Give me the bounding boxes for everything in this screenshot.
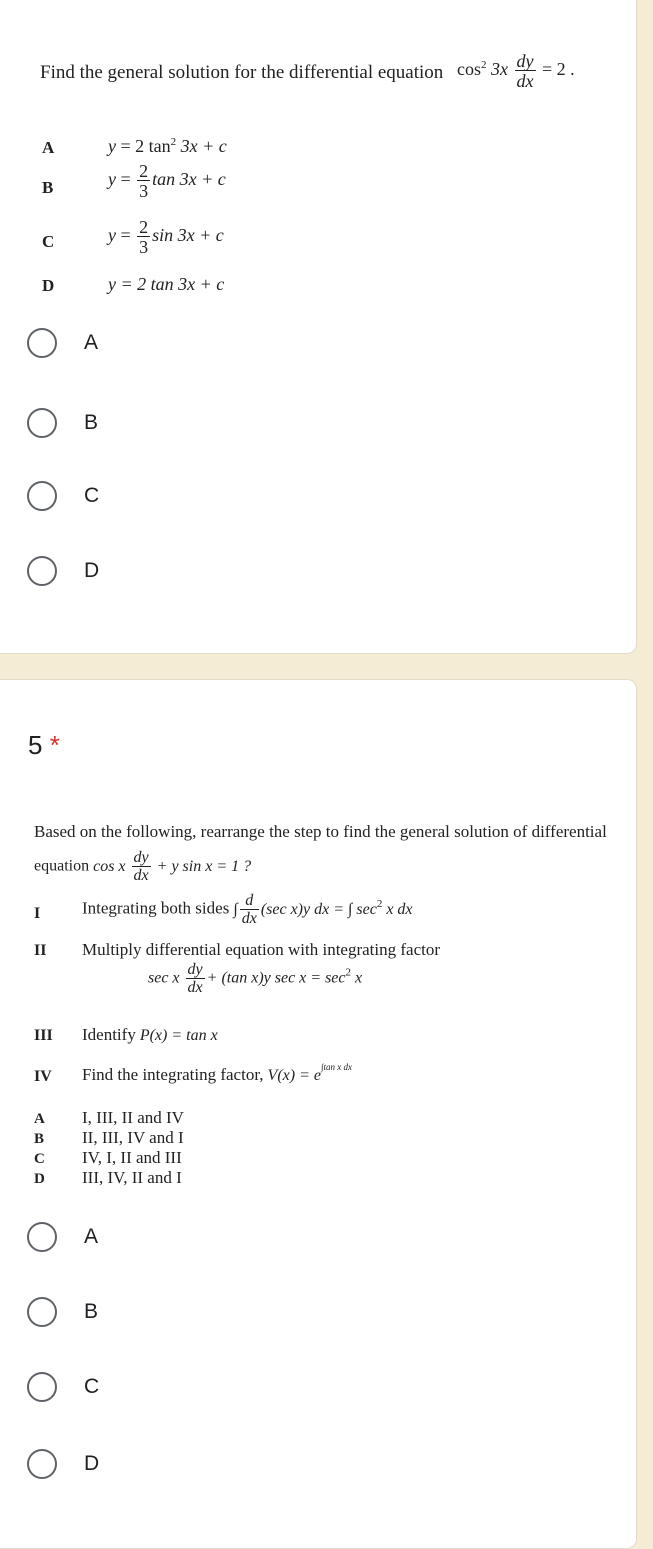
- order-a-text: I, III, II and IV: [82, 1108, 184, 1127]
- order-letter-d: D: [34, 1171, 45, 1187]
- q4-radio-label-d[interactable]: D: [84, 559, 100, 582]
- step-roman-iii: III: [34, 1027, 53, 1044]
- question-5-prompt-line1: Based on the following, rearrange the step to find the general solution of differential: [34, 822, 607, 841]
- step-i: Integrating both sides ∫ $\frac{d}{dx}$ (sec x)y dx = ∫ $\sec^2 x$ dx: [82, 892, 413, 927]
- question-5-number: 5 *: [28, 730, 60, 760]
- order-letter-b: B: [34, 1131, 45, 1147]
- q4-radio-c[interactable]: [27, 481, 57, 511]
- choice-c-expression: y = $\frac{2}{3}$ sin 3x + c: [108, 217, 224, 257]
- order-letter-c: C: [34, 1151, 45, 1167]
- step-roman-i: I: [34, 905, 41, 922]
- q4-radio-d[interactable]: [27, 556, 57, 586]
- choice-letter-a: A: [42, 138, 55, 157]
- q4-radio-label-c[interactable]: C: [84, 484, 100, 507]
- q4-radio-label-b[interactable]: B: [84, 411, 99, 434]
- required-asterisk: *: [49, 730, 60, 760]
- question-4-card: [0, 0, 637, 654]
- step-roman-iv: IV: [34, 1068, 52, 1085]
- q4-radio-label-a[interactable]: A: [84, 331, 99, 354]
- q5-radio-label-c[interactable]: C: [84, 1375, 100, 1398]
- order-c-text: IV, I, II and III: [82, 1148, 182, 1167]
- choice-letter-c: C: [42, 232, 55, 251]
- q5-radio-label-a[interactable]: A: [84, 1225, 99, 1248]
- q5-radio-label-b[interactable]: B: [84, 1300, 99, 1323]
- order-d-text: III, IV, II and I: [82, 1168, 182, 1187]
- choice-letter-b: B: [42, 178, 54, 197]
- q5-radio-d[interactable]: [27, 1449, 57, 1479]
- choice-letter-d: D: [42, 276, 55, 295]
- q5-radio-label-d[interactable]: D: [84, 1452, 100, 1475]
- order-b-text: II, III, IV and I: [82, 1128, 184, 1147]
- q5-radio-a[interactable]: [27, 1222, 57, 1252]
- q5-radio-c[interactable]: [27, 1372, 57, 1402]
- step-iii: Identify P(x) = tan x: [82, 1025, 218, 1044]
- choice-a-expression: y = 2 $\tan^2 3x + c$: [108, 136, 227, 156]
- q4-radio-a[interactable]: [27, 328, 57, 358]
- question-5-prompt-line2: equation cos x $\frac{dy}{dx}$ + y sin x = 1 ?: [34, 849, 252, 884]
- order-letter-a: A: [34, 1111, 45, 1127]
- choice-b-expression: y = $\frac{2}{3}$ tan 3x + c: [108, 161, 226, 201]
- step-ii-text: Multiply differential equation with integrating factor: [82, 940, 441, 959]
- q4-radio-b[interactable]: [27, 408, 57, 438]
- step-ii-equation: sec x $\frac{dy}{dx}$ + (tan x)y $\sec x = \sec^2 x$: [148, 961, 363, 996]
- choice-d-expression: y = 2 tan 3x + c: [108, 274, 225, 294]
- step-iv: Find the integrating factor, $V(x) = e^{\int tan x dx}$: [82, 1062, 352, 1084]
- q5-radio-b[interactable]: [27, 1297, 57, 1327]
- step-roman-ii: II: [34, 942, 47, 959]
- question-4-prompt: Find the general solution for the differential equation: [40, 62, 444, 83]
- question-4-equation: $\cos^2 3x$ $\frac{dy}{dx}$ = 2 .: [457, 51, 575, 91]
